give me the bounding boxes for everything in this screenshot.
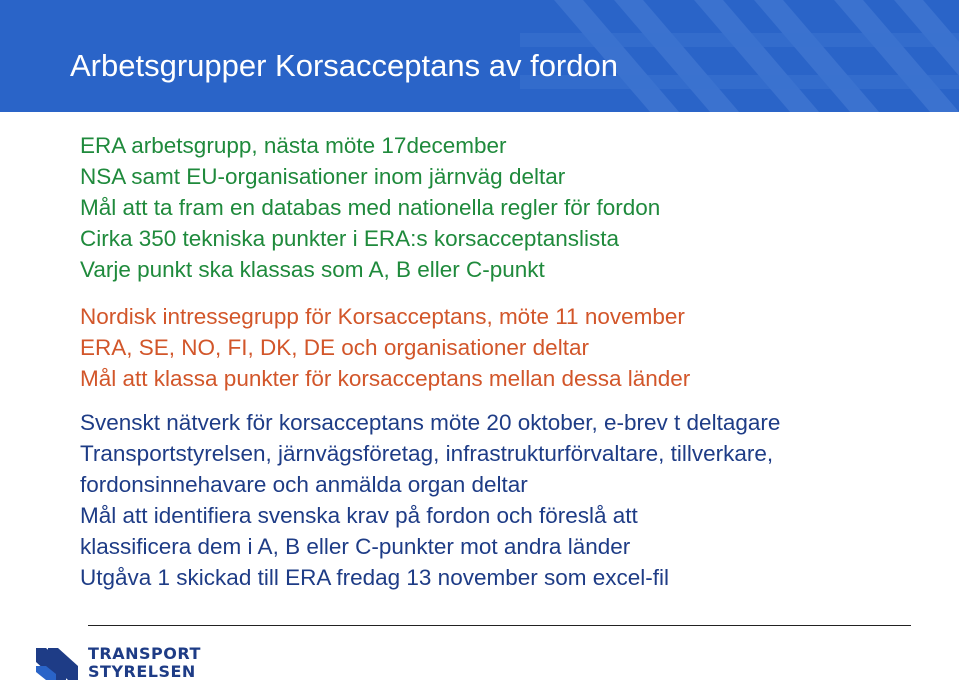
bullet-line: Mål att ta fram en databas med nationella regler för fordon [80,195,661,220]
bullet-line: Nordisk intressegrupp för Korsacceptans, möte 11 november [80,304,685,329]
transportstyrelsen-logo-mark-icon [36,644,78,684]
footer-divider [88,625,911,626]
bullet-line: Utgåva 1 skickad till ERA fredag 13 november som excel-fil [80,565,670,590]
section-era-workgroup [80,130,940,285]
bullet-line: Mål att klassa punkter för korsacceptans mellan dessa länder [80,366,691,391]
slide-title: Arbetsgrupper Korsacceptans av fordon [70,48,618,83]
bullet-line: fordonsinnehavare och anmälda organ deltar [80,472,528,497]
logo-line-1: TRANSPORT [88,644,201,663]
bullet-line: Cirka 350 tekniska punkter i ERA:s korsacceptanslista [80,226,619,251]
bullet-line: ERA arbetsgrupp, nästa möte 17december [80,133,507,158]
bullet-line: Svenskt nätverk för korsacceptans möte 20 oktober, e-brev t deltagare [80,410,781,435]
bullet-line: klassificera dem i A, B eller C-punkter mot andra länder [80,534,631,559]
transportstyrelsen-logo [36,644,216,684]
title-banner [0,0,959,112]
logo-wordmark [88,645,201,681]
bullet-line: Transportstyrelsen, järnvägsföretag, infrastrukturförvaltare, tillverkare, [80,441,774,466]
bullet-line: Varje punkt ska klassas som A, B eller C-punkt [80,257,545,282]
bullet-line: Mål att identifiera svenska krav på fordon och föreslå att [80,503,638,528]
section-swedish-network [80,407,940,593]
bullet-line: ERA, SE, NO, FI, DK, DE och organisationer deltar [80,335,589,360]
bullet-line: NSA samt EU-organisationer inom järnväg deltar [80,164,566,189]
logo-line-2: STYRELSEN [88,662,196,681]
slide-content [80,130,940,593]
section-nordic-group [80,301,940,394]
